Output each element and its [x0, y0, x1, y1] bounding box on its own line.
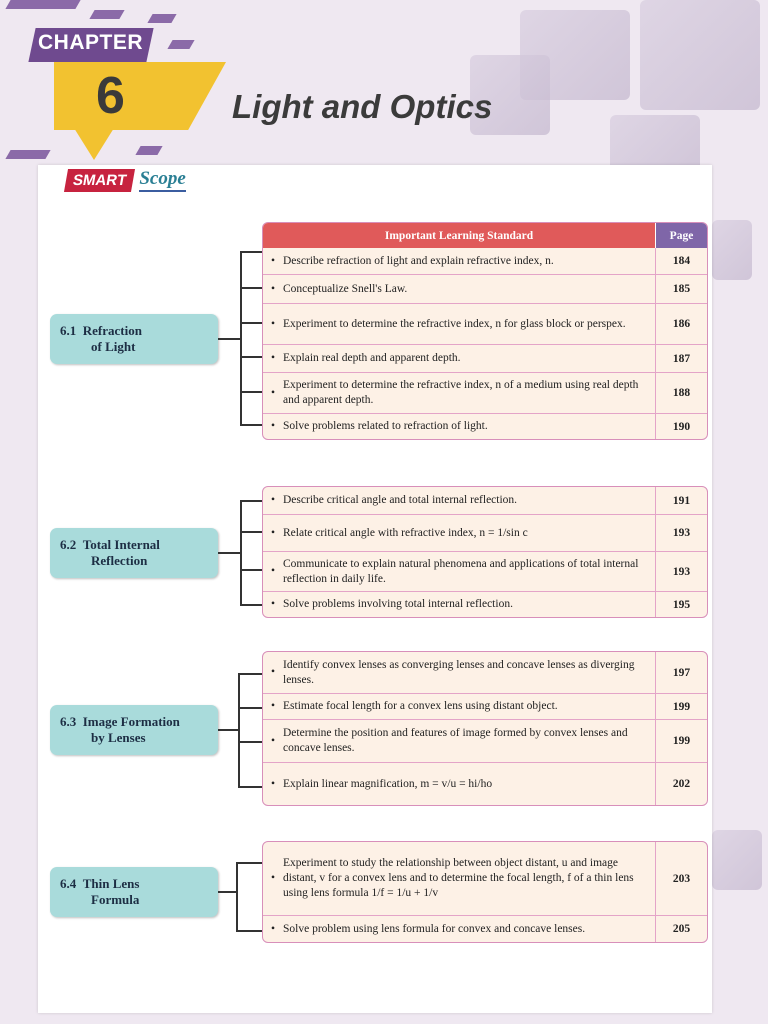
topic-title-line1: Image Formation	[82, 714, 180, 729]
table-row	[263, 719, 707, 762]
topic-title-line1: Thin Lens	[82, 876, 140, 891]
chapter-number-pointer	[74, 128, 114, 160]
page-number: 199	[655, 720, 707, 762]
smart-label: SMART	[64, 169, 135, 192]
table-row	[263, 372, 707, 413]
table-row	[263, 487, 707, 514]
smart-scope-badge	[66, 167, 186, 193]
page-number: 193	[655, 552, 707, 591]
standard-text: • Estimate focal length for a convex lens using distant object.	[263, 694, 655, 719]
page-number: 188	[655, 373, 707, 413]
table-row	[263, 551, 707, 591]
table-header	[263, 223, 707, 248]
page-number: 205	[655, 916, 707, 942]
header-page: Page	[655, 223, 707, 248]
standard-text: • Explain linear magnification, m = v/u = hi/ho	[263, 763, 655, 805]
page-number: 186	[655, 304, 707, 344]
standard-text: • Communicate to explain natural phenomena and applications of total internal reflection in daily life.	[263, 552, 655, 591]
table-row	[263, 413, 707, 439]
topic-title-line2: by Lenses	[91, 730, 146, 745]
page-number: 197	[655, 652, 707, 693]
table-row	[263, 274, 707, 303]
standard-text: • Solve problems involving total internal reflection.	[263, 592, 655, 617]
chapter-number: 6	[96, 67, 125, 125]
standard-text: • Experiment to study the relationship between object distant, u and image distant, v for a convex lens and to determine the focal length, f of a thin lens using lens formula 1/f = 1/u + 1/v	[263, 842, 655, 915]
chapter-title: Light and Optics	[232, 88, 493, 125]
header-standard: Important Learning Standard	[263, 223, 655, 248]
table-row	[263, 248, 707, 274]
table-row	[263, 762, 707, 805]
page-number: 203	[655, 842, 707, 915]
topic-number: 6.2	[60, 537, 77, 552]
standards-table-6-2	[262, 486, 708, 618]
table-row	[263, 842, 707, 915]
topic-number: 6.1	[60, 323, 77, 338]
topic-6-4	[50, 867, 218, 917]
standards-table-6-3	[262, 651, 708, 806]
standard-text: • Relate critical angle with refractive index, n = 1/sin c	[263, 515, 655, 551]
standard-text: • Identify convex lenses as converging lenses and concave lenses as diverging lenses.	[263, 652, 655, 693]
page-number: 202	[655, 763, 707, 805]
table-row	[263, 693, 707, 719]
table-row	[263, 591, 707, 617]
standards-table-6-1	[262, 222, 708, 440]
topic-title-line2: of Light	[91, 339, 136, 354]
standard-text: • Describe critical angle and total internal reflection.	[263, 487, 655, 514]
scope-label: Scope	[139, 168, 185, 192]
table-row	[263, 652, 707, 693]
standard-text: • Describe refraction of light and explain refractive index, n.	[263, 248, 655, 274]
page-number: 191	[655, 487, 707, 514]
standard-text: • Solve problems related to refraction of light.	[263, 414, 655, 439]
topic-6-3	[50, 705, 218, 755]
table-row	[263, 915, 707, 942]
standard-text: • Experiment to determine the refractive index, n of a medium using real depth and apparent depth.	[263, 373, 655, 413]
table-row	[263, 344, 707, 372]
topic-title-line2: Formula	[91, 892, 140, 907]
page-number: 190	[655, 414, 707, 439]
standards-table-6-4	[262, 841, 708, 943]
page-number: 184	[655, 248, 707, 274]
topic-title-line1: Refraction	[82, 323, 142, 338]
topic-title-line1: Total Internal	[82, 537, 160, 552]
page-number: 193	[655, 515, 707, 551]
topic-number: 6.4	[60, 876, 77, 891]
standard-text: • Explain real depth and apparent depth.	[263, 345, 655, 372]
page-number: 195	[655, 592, 707, 617]
topic-6-2	[50, 528, 218, 578]
chapter-label: CHAPTER	[38, 31, 144, 54]
topic-number: 6.3	[60, 714, 77, 729]
topic-6-1	[50, 314, 218, 364]
topic-title-line2: Reflection	[91, 553, 148, 568]
page-number: 187	[655, 345, 707, 372]
standard-text: • Solve problem using lens formula for convex and concave lenses.	[263, 916, 655, 942]
standard-text: • Experiment to determine the refractive index, n for glass block or perspex.	[263, 304, 655, 344]
table-row	[263, 303, 707, 344]
page-number: 185	[655, 275, 707, 303]
standard-text: • Determine the position and features of image formed by convex lenses and concave lenses.	[263, 720, 655, 762]
standard-text: • Conceptualize Snell's Law.	[263, 275, 655, 303]
table-row	[263, 514, 707, 551]
page-number: 199	[655, 694, 707, 719]
